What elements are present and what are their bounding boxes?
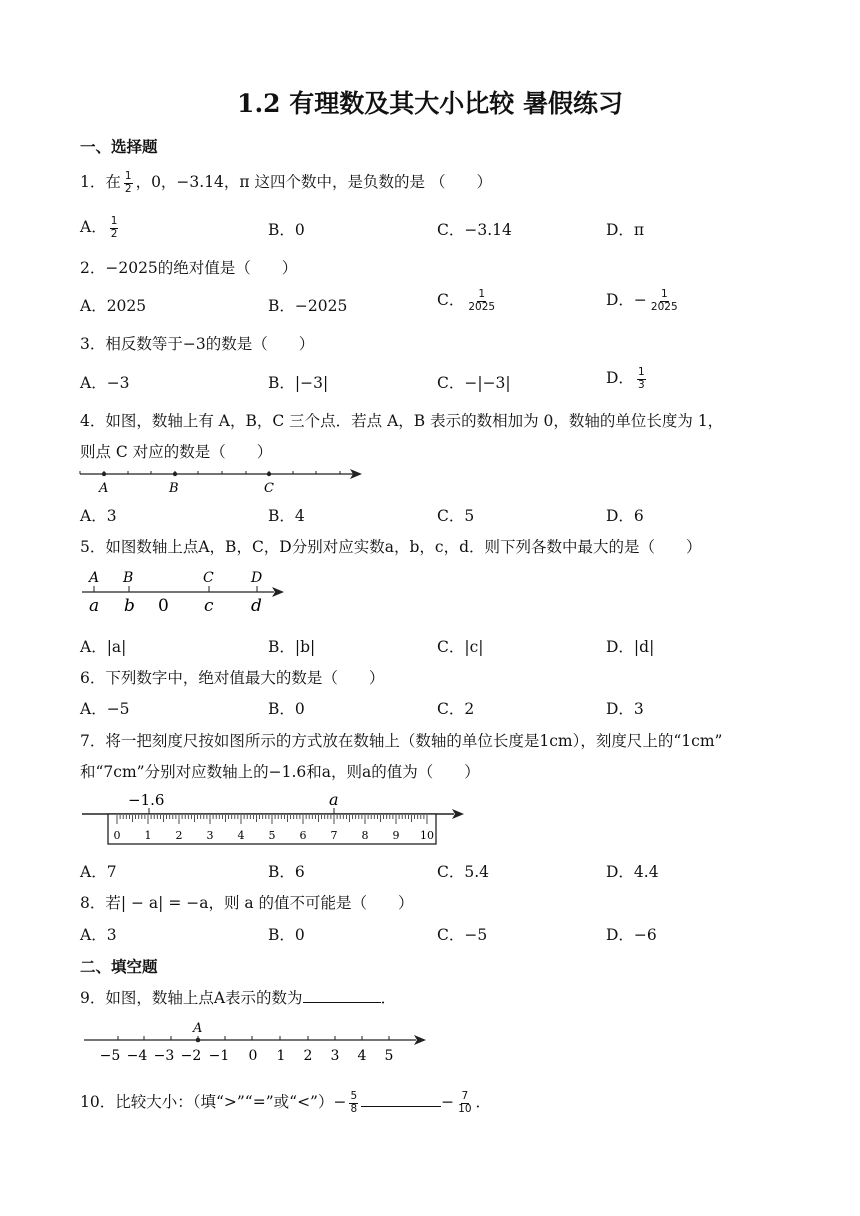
point-a (196, 1038, 201, 1043)
point-a (102, 472, 106, 476)
q8-option-b[interactable]: B．0 (268, 926, 305, 944)
axis-number: −2 (180, 1048, 202, 1064)
label-zero: 0 (158, 596, 169, 616)
q7-option-d[interactable]: D．4.4 (606, 863, 659, 881)
point-c (267, 472, 271, 476)
option-label: A． (80, 218, 107, 236)
label-c: C (264, 481, 274, 496)
q10-minus: − (441, 1093, 455, 1111)
q2-option-c[interactable] (437, 288, 499, 313)
question-4-line-2: 则点 C 对应的数是（ ） (80, 443, 273, 461)
option-fraction (637, 367, 646, 391)
frac-denominator: 2025 (468, 300, 496, 313)
q1-option-b[interactable]: B．0 (268, 221, 305, 239)
q2-option-a[interactable]: A．2025 (80, 297, 147, 315)
q4-option-b[interactable]: B．4 (268, 507, 305, 525)
q9-text: 9．如图，数轴上点A表示的数为 (80, 989, 303, 1007)
question-7-line-2: 和“7cm”分别对应数轴上的−1.6和a，则a的值为（ ） (80, 763, 480, 781)
ruler-number: 4 (237, 829, 245, 842)
q3-option-b[interactable]: B．|−3| (268, 374, 329, 392)
q2-option-d[interactable] (606, 288, 682, 313)
q3-option-c[interactable]: C．−|−3| (437, 374, 511, 392)
q6-option-b[interactable]: B．0 (268, 700, 305, 718)
q9-period: ． (380, 989, 397, 1007)
label-neg-1-6: −1.6 (128, 791, 165, 809)
axis-number: 1 (276, 1048, 286, 1064)
question-10 (80, 1090, 491, 1115)
q6-option-a[interactable]: A．−5 (80, 700, 130, 718)
option-label: D． (606, 369, 634, 387)
label-a: A (99, 481, 109, 496)
q10-fraction-1 (349, 1091, 358, 1115)
q5-number-line-figure (78, 566, 290, 616)
ruler-number: 3 (206, 829, 214, 842)
question-6: 6．下列数字中，绝对值最大的数是（ ） (80, 669, 385, 687)
q10-fraction-2 (457, 1091, 472, 1115)
label-a: a (329, 790, 339, 809)
q1-option-d[interactable]: D．π (606, 221, 645, 239)
q1-text: ，0，−3.14，π 这四个数中，是负数的是 （ ） (135, 173, 492, 191)
frac-numerator: 1 (478, 287, 486, 300)
frac-numerator: 5 (350, 1089, 358, 1102)
axis-number: 5 (384, 1048, 394, 1064)
label-b-lower: b (124, 596, 135, 616)
section-heading-fill: 二、填空题 (80, 957, 158, 976)
section-heading-choice: 一、选择题 (80, 137, 158, 156)
ruler-number: 5 (268, 829, 276, 842)
q5-option-d[interactable]: D．|d| (606, 638, 655, 656)
q1-fraction (124, 171, 133, 195)
ruler-number: 10 (420, 829, 434, 842)
q1-prefix: 1．在 (80, 173, 121, 191)
option-label: D．− (606, 291, 647, 309)
q10-period: ． (475, 1093, 492, 1111)
axis-number: −3 (153, 1048, 175, 1064)
option-fraction (467, 289, 496, 313)
label-d-lower: d (251, 596, 262, 616)
q5-option-c[interactable]: C．|c| (437, 638, 484, 656)
label-b: B (169, 481, 179, 496)
q4-option-c[interactable]: C．5 (437, 507, 475, 525)
q2-option-b[interactable]: B．−2025 (268, 297, 348, 315)
q4-option-d[interactable]: D．6 (606, 507, 644, 525)
axis-number: 0 (248, 1048, 258, 1064)
q7-option-a[interactable]: A．7 (80, 863, 117, 881)
label-a: A (193, 1021, 203, 1036)
q5-option-a[interactable]: A．|a| (80, 638, 127, 656)
ruler-number: 2 (175, 829, 183, 842)
label-b-upper: B (123, 570, 134, 586)
frac-numerator: 1 (660, 287, 668, 300)
question-1 (80, 170, 492, 195)
ruler-number: 7 (330, 829, 338, 842)
axis-number: −5 (99, 1048, 121, 1064)
axis-number: 3 (330, 1048, 340, 1064)
frac-denominator: 10 (458, 1102, 472, 1115)
frac-denominator: 3 (637, 378, 645, 391)
q1-option-a[interactable] (80, 215, 121, 240)
question-7-line-1: 7．将一把刻度尺按如图所示的方式放在数轴上（数轴的单位长度是1cm），刻度尺上的“1cm” (80, 732, 723, 750)
ruler-number: 8 (361, 829, 369, 842)
axis-number: 4 (357, 1048, 367, 1064)
q9-answer-blank[interactable] (303, 988, 381, 1003)
q10-answer-blank[interactable] (361, 1092, 441, 1107)
frac-denominator: 8 (350, 1102, 358, 1115)
frac-numerator: 1 (637, 365, 645, 378)
q3-option-a[interactable]: A．−3 (80, 374, 130, 392)
frac-numerator: 1 (124, 169, 132, 182)
q7-option-c[interactable]: C．5.4 (437, 863, 490, 881)
q3-option-d[interactable] (606, 366, 649, 391)
frac-numerator: 7 (461, 1089, 469, 1102)
label-c-lower: c (204, 596, 214, 616)
q1-option-c[interactable]: C．−3.14 (437, 221, 512, 239)
axis-number: −1 (208, 1048, 230, 1064)
ruler-number: 6 (299, 829, 307, 842)
frac-denominator: 2 (124, 182, 132, 195)
q4-option-a[interactable]: A．3 (80, 507, 117, 525)
axis-number: −4 (126, 1048, 148, 1064)
label-c-upper: C (203, 570, 214, 586)
frac-denominator: 2 (110, 227, 118, 240)
frac-denominator: 2025 (650, 300, 678, 313)
q6-option-d[interactable]: D．3 (606, 700, 644, 718)
label-a-upper: A (89, 570, 100, 586)
label-d-upper: D (251, 570, 263, 586)
question-3: 3．相反数等于−3的数是（ ） (80, 335, 315, 353)
q6-option-c[interactable]: C．2 (437, 700, 475, 718)
q8-option-d[interactable]: D．−6 (606, 926, 657, 944)
question-8: 8．若| − a| = −a，则 a 的值不可能是（ ） (80, 894, 414, 912)
ruler-number: 0 (113, 829, 121, 842)
ruler-number: 1 (144, 829, 152, 842)
option-fraction (110, 216, 119, 240)
question-9 (80, 986, 396, 1008)
q10-text: 10．比较大小：（填“>”“=”或“<”）− (80, 1093, 347, 1111)
option-fraction (650, 289, 679, 313)
question-2: 2．−2025的绝对值是（ ） (80, 259, 298, 277)
page-title: 1.2 有理数及其大小比较 暑假练习 (237, 89, 623, 118)
q9-number-line-figure (80, 1018, 432, 1066)
axis-number: 2 (303, 1048, 313, 1064)
axis-numbers (100, 1048, 394, 1064)
question-5: 5．如图数轴上点A，B，C，D分别对应实数a，b，c，d．则下列各数中最大的是（ ） (80, 538, 702, 556)
label-a-lower: a (89, 596, 100, 616)
option-label: C． (437, 291, 465, 309)
frac-numerator: 1 (110, 214, 118, 227)
q8-option-a[interactable]: A．3 (80, 926, 117, 944)
point-b (173, 472, 177, 476)
q7-ruler-figure (80, 788, 470, 850)
q7-option-b[interactable]: B．6 (268, 863, 305, 881)
question-4-line-1: 4．如图，数轴上有 A，B，C 三个点．若点 A，B 表示的数相加为 0，数轴的单位长度为 1， (80, 412, 724, 430)
q4-number-line-figure (78, 463, 368, 497)
ruler-number: 9 (392, 829, 400, 842)
q8-option-c[interactable]: C．−5 (437, 926, 488, 944)
q5-option-b[interactable]: B．|b| (268, 638, 316, 656)
